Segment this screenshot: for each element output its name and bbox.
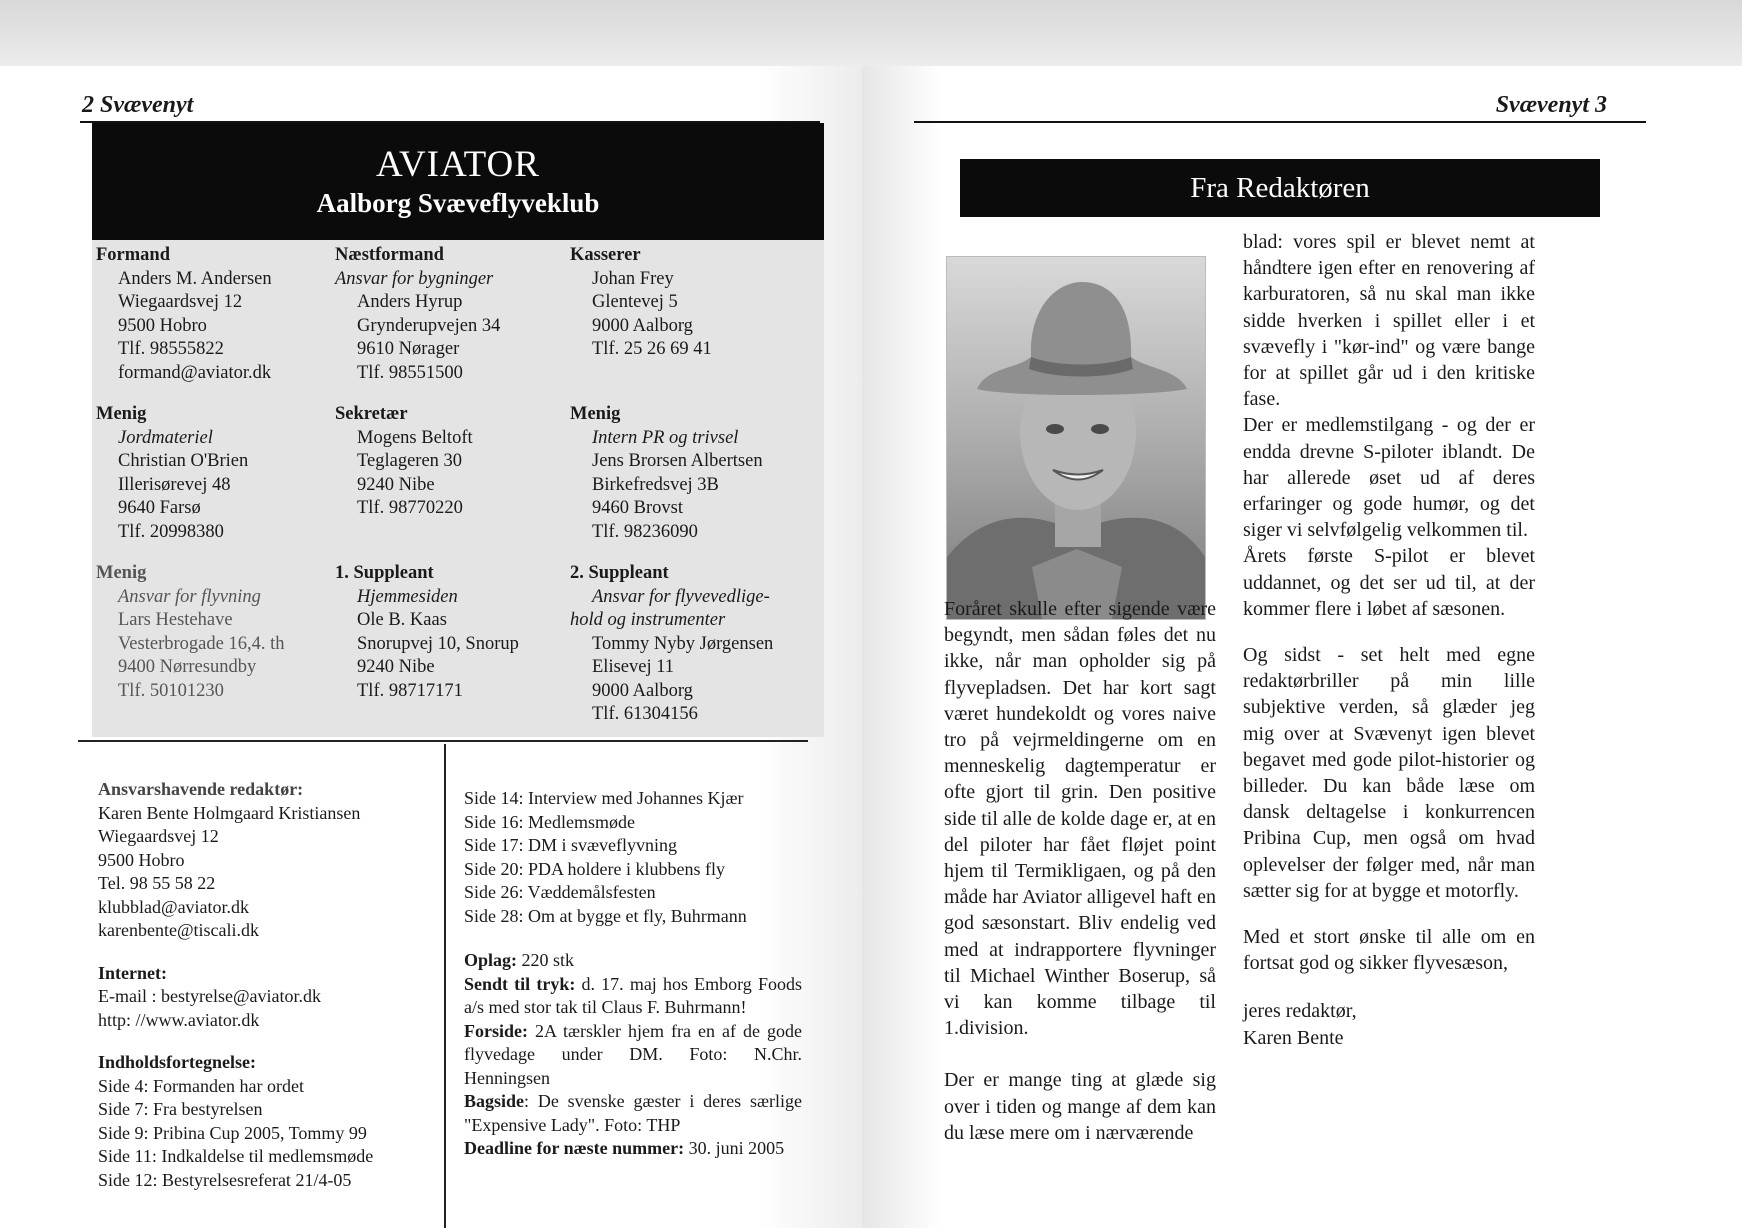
toc-item: Side 28: Om at bygge et fly, Buhrmann: [464, 905, 747, 926]
column-divider: [444, 744, 446, 1228]
board-line: 9240 Nibe: [357, 657, 435, 677]
info-text: 220 stk: [517, 950, 575, 970]
editor-heading: Ansvarshavende redaktør:: [98, 779, 304, 799]
editor-line: Wiegaardsvej 12: [98, 826, 219, 846]
board-line: 9460 Brovst: [592, 498, 683, 518]
board-duty: Jordmateriel: [118, 427, 213, 448]
board-suppleant-2: [570, 562, 820, 727]
article-paragraph: blad: vores spil er blevet nemt at håndtere igen efter en renovering af karburatoren, så nu skal man ikke sidde hverken i spillet eller i et svævefly i "kør-ind" og være bange for at spillet går ud i den kritiske fase.: [1243, 231, 1535, 411]
board-line: Snorupvej 10, Snorup: [357, 633, 519, 654]
board-line: Glentevej 5: [592, 292, 678, 312]
board-line: Christian O'Brien: [118, 451, 249, 471]
board-line: Tlf. 50101230: [118, 680, 224, 701]
article-column-1: [944, 596, 1216, 1146]
colophon-left: [98, 778, 433, 1192]
signoff-name: Karen Bente: [1243, 1026, 1344, 1049]
internet-line: http: //www.aviator.dk: [98, 1009, 260, 1030]
board-role: Næstformand: [335, 245, 444, 265]
info-label: Bagside: [464, 1091, 525, 1111]
toc-item: Side 17: DM i svæveflyvning: [464, 835, 678, 855]
toc-item: Side 12: Bestyrelsesreferat 21/4-05: [98, 1169, 352, 1190]
board-sekretaer: [335, 403, 575, 521]
board-role: Menig: [96, 404, 147, 424]
board-duty: Hjemmesiden: [357, 586, 458, 607]
board-line: 9000 Aalborg: [592, 315, 693, 336]
board-role: 2. Suppleant: [570, 563, 669, 583]
board-duty: Intern PR og trivsel: [592, 427, 739, 448]
info-oplag: [464, 949, 802, 973]
club-title: AVIATOR: [376, 144, 540, 185]
toc-item: Side 20: PDA holdere i klubbens fly: [464, 858, 725, 879]
editor-photo: [946, 256, 1206, 620]
article-column-2: [1243, 229, 1535, 1051]
board-line: Tlf. 25 26 69 41: [592, 339, 712, 359]
board-line: Tlf. 20998380: [118, 521, 224, 542]
info-text: 30. juni 2005: [684, 1138, 785, 1158]
board-line: Anders M. Andersen: [118, 268, 272, 289]
board-menig-flyvning: [96, 562, 336, 703]
board-duty: hold og instrumenter: [570, 610, 726, 630]
board-suppleant-1: [335, 562, 575, 703]
board-line: Lars Hestehave: [118, 610, 233, 630]
board-line: Ole B. Kaas: [357, 610, 447, 630]
signoff-line: jeres redaktør,: [1243, 1000, 1357, 1023]
board-line: Tlf. 98551500: [357, 362, 463, 383]
board-line: Jens Brorsen Albertsen: [592, 451, 763, 471]
board-line: 9500 Hobro: [118, 315, 207, 336]
board-line: 9400 Nørresundby: [118, 657, 257, 677]
board-line: Tlf. 98717171: [357, 680, 463, 701]
board-duty: Ansvar for flyvning: [118, 586, 261, 607]
toc-item: Side 9: Pribina Cup 2005, Tommy 99: [98, 1122, 367, 1143]
board-line: 9240 Nibe: [357, 474, 435, 495]
section-banner: Fra Redaktøren: [960, 159, 1600, 217]
board-menig-jord: [96, 403, 336, 544]
toc-item: Side 7: Fra bestyrelsen: [98, 1099, 263, 1119]
right-page-header: Svævenyt 3: [1495, 92, 1607, 118]
board-naestformand: [335, 244, 575, 385]
board-line: 9610 Nørager: [357, 339, 460, 359]
article-paragraph: Foråret skulle efter sigende være begyndt, men sådan føles det nu ikke, når man opholder sig på flyvepladsen. Det har kort sagt været hundekoldt og vores naive tro på vejrmeldingerne om en menneskelig dagtemperatur er ofte gjort til grin. Den positive side til alle de kolde dage er, at en del piloter har fået fløjet point hjem til Termikligaen, og på den måde har Aviator alligevel haft en god sæsonstart. Bliv endelig ved med at indrapportere flyvninger til Michael Winther Boserup, så vi kan komme tilbage til 1.division.: [944, 598, 1216, 1040]
editor-line: Tel. 98 55 58 22: [98, 873, 216, 893]
board-menig-pr: [570, 403, 810, 544]
info-deadline: [464, 1137, 802, 1161]
board-formand: [96, 244, 336, 385]
board-line: 9000 Aalborg: [592, 680, 693, 701]
toc-item: Side 26: Væddemålsfesten: [464, 882, 656, 902]
club-subtitle: Aalborg Svæveflyveklub: [316, 188, 600, 218]
board-line: formand@aviator.dk: [118, 362, 272, 383]
right-page: [862, 66, 1742, 1228]
board-role: Menig: [570, 404, 621, 424]
info-text: d. 17. maj hos Emborg Foods a/s med stor tak til Claus F. Buhrmann!: [464, 973, 802, 1017]
board-line: Vesterbrogade 16,4. th: [118, 633, 285, 654]
article-paragraph: Der er medlemstilgang - og der er endda drevne S-piloter iblandt. De har allerede øset ud af deres erfaringer og gode humør, og det siger vi selvfølgelig velkommen til.: [1243, 414, 1535, 542]
editor-line: klubblad@aviator.dk: [98, 896, 250, 917]
internet-line: E-mail : bestyrelse@aviator.dk: [98, 986, 322, 1006]
board-line: Grynderupvejen 34: [357, 315, 501, 336]
info-text: 2A tærskler hjem fra en af de gode flyvedage under DM. Foto: N.Chr. Henningsen: [464, 1020, 802, 1088]
article-paragraph: Årets første S-pilot er blevet uddannet, og det ser ud til, at der kommer flere i løbet af sæsonen.: [1243, 545, 1535, 620]
left-page: [0, 66, 862, 1228]
info-tryk: [464, 973, 802, 1020]
board-line: Mogens Beltoft: [357, 427, 473, 448]
board-line: Elisevej 11: [592, 657, 675, 677]
board-line: Tlf. 98770220: [357, 498, 463, 518]
article-paragraph: Og sidst - set helt med egne redaktørbriller på min lille subjektive verden, så glæder jeg mig over at Svævenyt igen blevet begavet med gode pilot-historier og billeder. Du kan både læse om dansk deltagelse i konkurrencen Pribina Cup, men også om hvad oplevelser der følger med, når man sætter sig for at bygge et motorfly.: [1243, 644, 1535, 902]
board-line: Birkefredsvej 3B: [592, 474, 719, 495]
board-role: 1. Suppleant: [335, 563, 434, 583]
toc-item: Side 4: Formanden har ordet: [98, 1075, 304, 1096]
info-bagside: [464, 1090, 802, 1137]
board-line: Tommy Nyby Jørgensen: [592, 633, 774, 654]
board-line: Wiegaardsvej 12: [118, 292, 243, 312]
board-duty: Ansvar for flyvevedlige-: [592, 586, 770, 607]
internet-heading: Internet:: [98, 962, 167, 983]
board-role: Sekretær: [335, 404, 408, 424]
info-label: Sendt til tryk:: [464, 973, 576, 994]
article-paragraph: Der er mange ting at glæde sig over i tiden og mange af dem kan du læse mere om i nærværende: [944, 1069, 1216, 1144]
club-banner: [92, 123, 824, 240]
board-line: 9640 Farsø: [118, 498, 201, 518]
info-forside: [464, 1020, 802, 1091]
editor-line: 9500 Hobro: [98, 849, 185, 870]
editor-line: Karen Bente Holmgaard Kristiansen: [98, 802, 361, 823]
board-line: Tlf. 98236090: [592, 521, 698, 542]
right-header-rule: [914, 121, 1646, 123]
board-line: Tlf. 98555822: [118, 339, 224, 359]
board-line: Illerisørevej 48: [118, 474, 231, 495]
board-line: Anders Hyrup: [357, 292, 463, 312]
toc-heading: Indholdsfortegnelse:: [98, 1052, 257, 1072]
board-line: Teglageren 30: [357, 451, 463, 471]
board-line: Johan Frey: [592, 268, 674, 289]
board-line: Tlf. 61304156: [592, 704, 698, 724]
info-label: Deadline for næste nummer:: [464, 1138, 685, 1158]
board-duty: Ansvar for bygninger: [335, 268, 494, 289]
editor-line: karenbente@tiscali.dk: [98, 920, 260, 940]
board-role: Kasserer: [570, 245, 641, 265]
info-label: Oplag:: [464, 950, 518, 970]
scanner-top-band: [0, 0, 1742, 72]
board-kasserer: [570, 244, 810, 362]
section-divider: [78, 740, 808, 742]
portrait-image: [947, 257, 1205, 619]
board-role: Formand: [96, 245, 170, 265]
toc-item: Side 14: Interview med Johannes Kjær: [464, 788, 744, 808]
colophon-right: [464, 787, 802, 1161]
info-label: Forside:: [464, 1020, 528, 1041]
article-paragraph: Med et stort ønske til alle om en fortsat god og sikker flyvesæson,: [1243, 926, 1535, 975]
left-page-header: 2 Svævenyt: [82, 92, 194, 118]
info-text: : De svenske gæster i deres særlige "Expensive Lady". Foto: THP: [464, 1091, 802, 1135]
board-role: Menig: [96, 563, 147, 583]
toc-item: Side 16: Medlemsmøde: [464, 811, 635, 832]
toc-item: Side 11: Indkaldelse til medlemsmøde: [98, 1146, 374, 1166]
